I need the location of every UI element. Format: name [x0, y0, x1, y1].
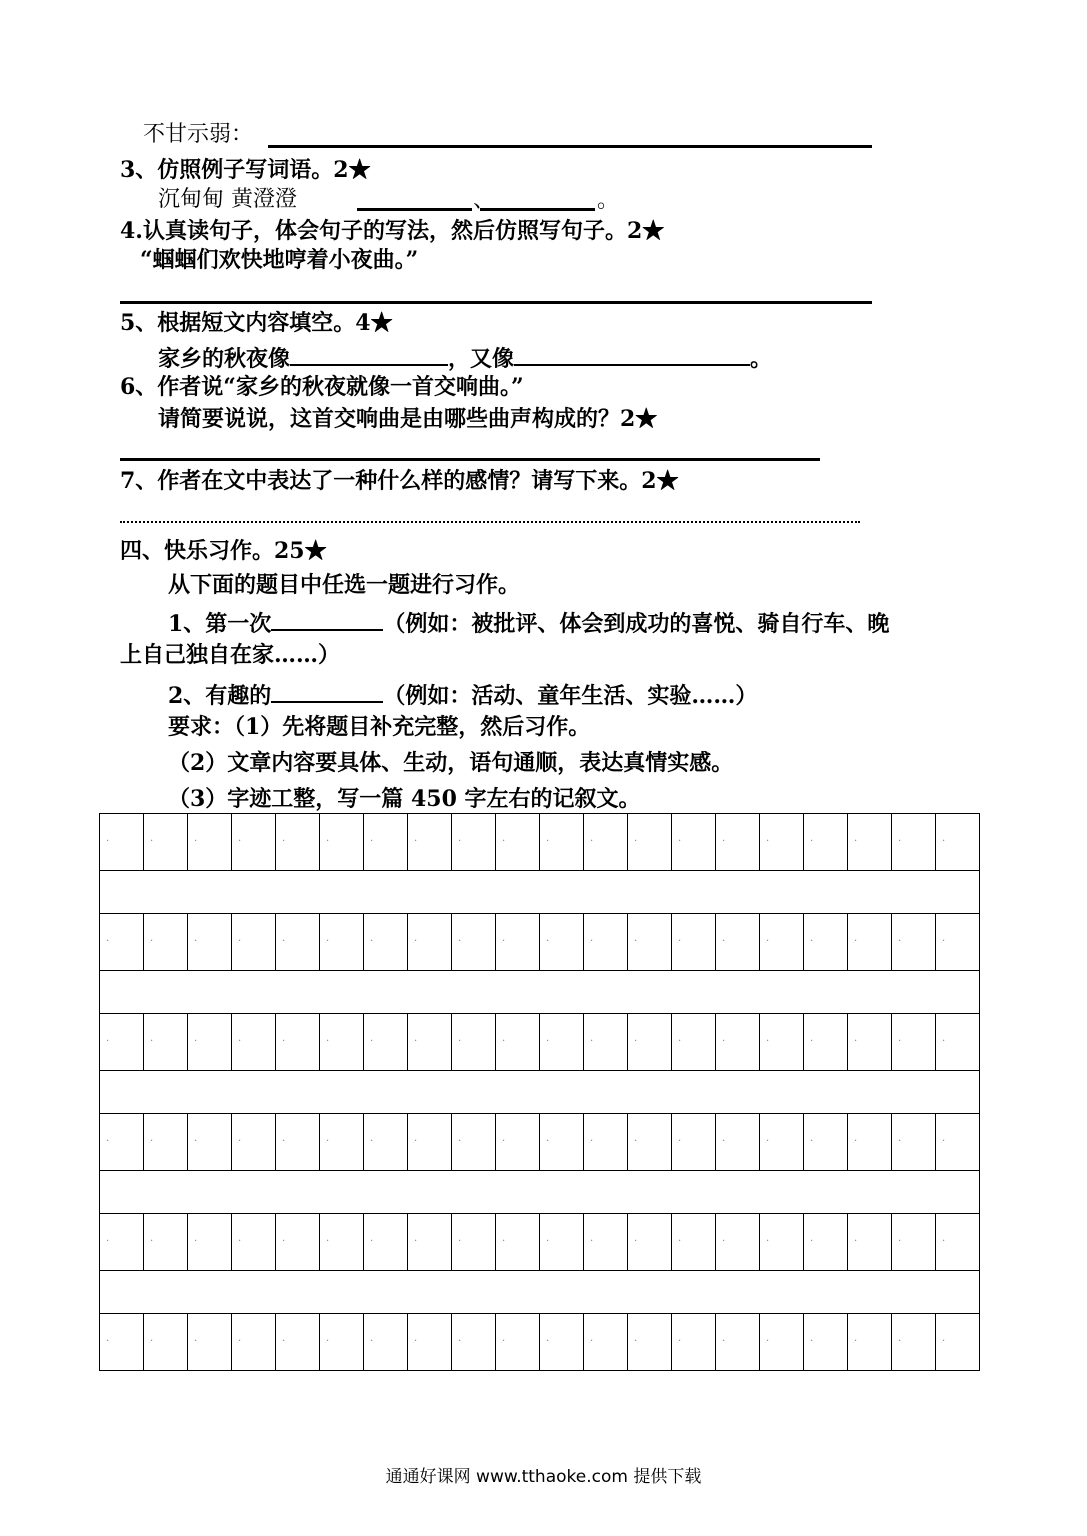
grid-cell[interactable]: [716, 1114, 760, 1170]
option-1-examples: （例如：被批评、体会到成功的喜悦、骑自行车、晚: [383, 611, 890, 637]
grid-cell[interactable]: [144, 1114, 188, 1170]
answer-blank-2[interactable]: [480, 208, 595, 211]
grid-cell[interactable]: [188, 1314, 232, 1370]
answer-blank-1[interactable]: [357, 208, 472, 211]
grid-spacer-row: [99, 871, 980, 913]
requirement-2: （2）文章内容要具体、生动，语句通顺，表达真情实感。: [168, 750, 734, 776]
grid-spacer-row: [99, 971, 980, 1013]
q4-sentence: “蝈蝈们欢快地哼着小夜曲。”: [140, 247, 419, 273]
grid-cell[interactable]: [584, 914, 628, 970]
q3-examples: [158, 185, 297, 215]
grid-cell[interactable]: [716, 914, 760, 970]
grid-cell[interactable]: [364, 1114, 408, 1170]
grid-row[interactable]: [99, 813, 980, 871]
grid-cell[interactable]: [364, 1314, 408, 1370]
grid-cell[interactable]: [892, 1114, 936, 1170]
grid-cell[interactable]: [188, 1014, 232, 1070]
grid-cell[interactable]: [232, 1314, 276, 1370]
grid-cell[interactable]: [100, 814, 144, 870]
grid-spacer-row: [99, 1271, 980, 1313]
q3-sep: 、: [473, 188, 496, 213]
grid-cell[interactable]: [584, 1014, 628, 1070]
q3-end: 。: [597, 188, 620, 213]
grid-cell[interactable]: [936, 914, 979, 970]
grid-cell[interactable]: [496, 1114, 540, 1170]
grid-cell[interactable]: [760, 914, 804, 970]
q3-example-words: 沉甸甸 黄澄澄: [158, 187, 297, 212]
q5-fill: [158, 340, 772, 374]
grid-cell[interactable]: [320, 1014, 364, 1070]
requirement-3: （3）字迹工整，写一篇 450 字左右的记叙文。: [168, 786, 641, 812]
grid-cell[interactable]: [320, 1214, 364, 1270]
grid-cell[interactable]: [584, 1214, 628, 1270]
grid-cell[interactable]: [496, 814, 540, 870]
grid-cell[interactable]: [276, 1314, 320, 1370]
grid-cell[interactable]: [364, 814, 408, 870]
grid-cell[interactable]: [804, 1314, 848, 1370]
grid-cell[interactable]: [892, 1314, 936, 1370]
option-1: [168, 605, 889, 639]
grid-cell[interactable]: [232, 1214, 276, 1270]
grid-cell[interactable]: [188, 1114, 232, 1170]
answer-blank-2[interactable]: [514, 340, 750, 366]
grid-cell[interactable]: [144, 1314, 188, 1370]
answer-line[interactable]: [120, 301, 872, 304]
grid-row[interactable]: [99, 1313, 980, 1371]
q6-prompt: 请简要说说，这首交响曲是由哪些曲声构成的？2★: [158, 406, 658, 432]
grid-cell[interactable]: [408, 1014, 452, 1070]
grid-cell[interactable]: [540, 1114, 584, 1170]
grid-cell[interactable]: [276, 914, 320, 970]
grid-cell[interactable]: [540, 914, 584, 970]
grid-cell[interactable]: [408, 814, 452, 870]
grid-cell[interactable]: [452, 1314, 496, 1370]
grid-row[interactable]: [99, 1213, 980, 1271]
grid-cell[interactable]: [276, 814, 320, 870]
section4-title: 四、快乐习作。25★: [120, 538, 327, 564]
grid-cell[interactable]: [144, 1214, 188, 1270]
option-2: [168, 677, 757, 711]
grid-cell[interactable]: [892, 1014, 936, 1070]
grid-cell[interactable]: [408, 1214, 452, 1270]
answer-blank-2[interactable]: [271, 677, 383, 703]
grid-cell[interactable]: [188, 814, 232, 870]
answer-line[interactable]: [120, 458, 820, 461]
answer-line[interactable]: [120, 521, 860, 523]
grid-cell[interactable]: [848, 1014, 892, 1070]
grid-cell[interactable]: [584, 1114, 628, 1170]
requirement-1: 要求：（1）先将题目补充完整，然后习作。: [168, 714, 591, 740]
grid-cell[interactable]: [540, 1014, 584, 1070]
grid-cell[interactable]: [848, 1314, 892, 1370]
grid-cell[interactable]: [936, 1314, 979, 1370]
grid-cell[interactable]: [232, 814, 276, 870]
grid-row[interactable]: [99, 1013, 980, 1071]
grid-cell[interactable]: [364, 1214, 408, 1270]
answer-blank-1[interactable]: [290, 340, 448, 366]
grid-cell[interactable]: [716, 814, 760, 870]
grid-cell[interactable]: [716, 1314, 760, 1370]
grid-cell[interactable]: [232, 1114, 276, 1170]
grid-cell[interactable]: [540, 814, 584, 870]
grid-cell[interactable]: [100, 914, 144, 970]
grid-cell[interactable]: [760, 814, 804, 870]
grid-cell[interactable]: [848, 1114, 892, 1170]
grid-cell[interactable]: [716, 1214, 760, 1270]
grid-cell[interactable]: [320, 814, 364, 870]
grid-cell[interactable]: [496, 1314, 540, 1370]
grid-cell[interactable]: [892, 914, 936, 970]
grid-cell[interactable]: [628, 1214, 672, 1270]
grid-cell[interactable]: [364, 1014, 408, 1070]
grid-cell[interactable]: [452, 1114, 496, 1170]
grid-cell[interactable]: [408, 1314, 452, 1370]
q5-part2: ，又像: [448, 346, 515, 372]
option-2-examples: （例如：活动、童年生活、实验……）: [383, 683, 758, 709]
answer-blank-1[interactable]: [271, 605, 383, 631]
grid-cell[interactable]: [100, 1314, 144, 1370]
grid-cell[interactable]: [496, 1214, 540, 1270]
option-1-label: 1、第一次: [168, 611, 272, 637]
grid-cell[interactable]: [276, 1014, 320, 1070]
grid-cell[interactable]: [188, 914, 232, 970]
grid-cell[interactable]: [760, 1114, 804, 1170]
grid-cell[interactable]: [672, 1214, 716, 1270]
grid-cell[interactable]: [584, 1314, 628, 1370]
grid-cell[interactable]: [936, 1014, 979, 1070]
grid-cell[interactable]: [496, 914, 540, 970]
grid-cell[interactable]: [320, 1114, 364, 1170]
option-2-label: 2、有趣的: [168, 683, 272, 709]
answer-line[interactable]: [268, 145, 872, 148]
grid-cell[interactable]: [496, 1014, 540, 1070]
grid-cell[interactable]: [320, 1314, 364, 1370]
grid-cell[interactable]: [628, 1314, 672, 1370]
grid-cell[interactable]: [804, 1214, 848, 1270]
grid-cell[interactable]: [628, 1014, 672, 1070]
section4-intro: 从下面的题目中任选一题进行习作。: [168, 572, 521, 598]
grid-cell[interactable]: [804, 914, 848, 970]
grid-cell[interactable]: [144, 814, 188, 870]
grid-cell[interactable]: [100, 1214, 144, 1270]
grid-row[interactable]: [99, 1113, 980, 1171]
grid-cell[interactable]: [804, 1114, 848, 1170]
grid-cell[interactable]: [188, 1214, 232, 1270]
grid-cell[interactable]: [628, 1114, 672, 1170]
grid-cell[interactable]: [408, 914, 452, 970]
grid-row[interactable]: [99, 913, 980, 971]
q4-title: 4.认真读句子，体会句子的写法，然后仿照写句子。2★: [120, 218, 665, 244]
grid-cell[interactable]: [628, 914, 672, 970]
grid-cell[interactable]: [672, 914, 716, 970]
grid-cell[interactable]: [672, 1314, 716, 1370]
grid-cell[interactable]: [936, 814, 979, 870]
grid-cell[interactable]: [584, 814, 628, 870]
grid-cell[interactable]: [364, 914, 408, 970]
grid-cell[interactable]: [892, 1214, 936, 1270]
q5-part1: 家乡的秋夜像: [158, 346, 291, 372]
q2-label: 不甘示弱：: [143, 122, 254, 147]
grid-cell[interactable]: [452, 1214, 496, 1270]
grid-cell[interactable]: [276, 1114, 320, 1170]
grid-cell[interactable]: [848, 1214, 892, 1270]
grid-cell[interactable]: [672, 1114, 716, 1170]
grid-cell[interactable]: [144, 1014, 188, 1070]
grid-cell[interactable]: [628, 814, 672, 870]
grid-cell[interactable]: [760, 1314, 804, 1370]
grid-spacer-row: [99, 1171, 980, 1213]
grid-cell[interactable]: [276, 1214, 320, 1270]
grid-cell[interactable]: [716, 1014, 760, 1070]
grid-cell[interactable]: [936, 1114, 979, 1170]
grid-cell[interactable]: [760, 1014, 804, 1070]
grid-cell[interactable]: [100, 1014, 144, 1070]
grid-cell[interactable]: [936, 1214, 979, 1270]
option-1-cont: 上自己独自在家……）: [120, 642, 341, 668]
grid-cell[interactable]: [452, 814, 496, 870]
q7-title: 7、作者在文中表达了一种什么样的感情？请写下来。2★: [120, 468, 679, 494]
grid-cell[interactable]: [100, 1114, 144, 1170]
grid-cell[interactable]: [848, 814, 892, 870]
grid-cell[interactable]: [540, 1214, 584, 1270]
grid-cell[interactable]: [452, 1014, 496, 1070]
grid-cell[interactable]: [232, 1014, 276, 1070]
grid-spacer-row: [99, 1071, 980, 1113]
q3-title: 3、仿照例子写词语。2★: [120, 157, 371, 183]
grid-cell[interactable]: [408, 1114, 452, 1170]
q6-title: 6、作者说“家乡的秋夜就像一首交响曲。”: [120, 374, 524, 400]
grid-cell[interactable]: [760, 1214, 804, 1270]
grid-cell[interactable]: [892, 814, 936, 870]
grid-cell[interactable]: [848, 914, 892, 970]
grid-cell[interactable]: [804, 814, 848, 870]
footer: 通通好课网 www.tthaoke.com 提供下载: [385, 1467, 702, 1487]
grid-cell[interactable]: [804, 1014, 848, 1070]
grid-cell[interactable]: [672, 814, 716, 870]
grid-cell[interactable]: [320, 914, 364, 970]
grid-cell[interactable]: [144, 914, 188, 970]
grid-cell[interactable]: [232, 914, 276, 970]
grid-cell[interactable]: [452, 914, 496, 970]
grid-cell[interactable]: [672, 1014, 716, 1070]
grid-cell[interactable]: [540, 1314, 584, 1370]
q5-title: 5、根据短文内容填空。4★: [120, 310, 393, 336]
q5-end: 。: [750, 346, 773, 372]
